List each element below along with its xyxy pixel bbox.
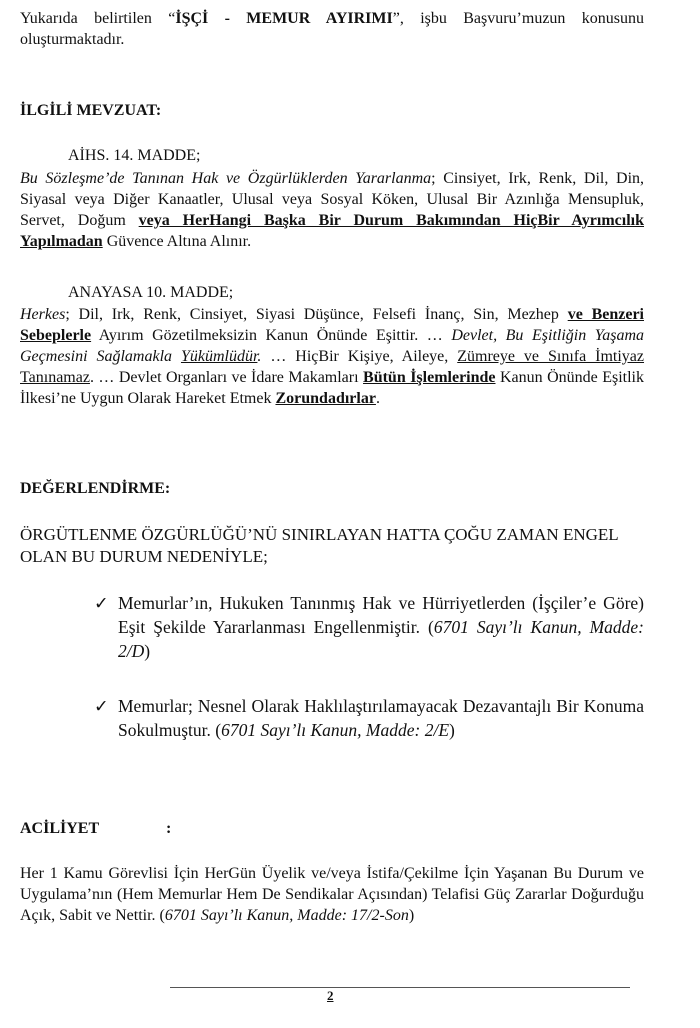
aihs-text-1: ; Cinsiyet, Irk, Renk, Dil, Din, Siyasal veya Diğer Kanaatler, Ulusal veya Sosyal Köken, Ulusal Bir Azınlığa Mensupluk, Servet, Doğum bbox=[20, 170, 645, 229]
intro-text-2: ”, işbu Başvuru’muzun konusunu oluşturmaktadır. bbox=[20, 10, 645, 48]
aciliyet-reference: 6701 Sayı’lı Kanun, Madde: 17/2-Son bbox=[164, 907, 409, 924]
anayasa-text-6: . bbox=[375, 390, 380, 407]
aihs-text-2: Güvence Altına Alınır. bbox=[102, 233, 252, 250]
bullet-item bbox=[20, 694, 644, 742]
aciliyet-label: ACİLİYET bbox=[20, 820, 100, 837]
anayasa-italic-3: . bbox=[257, 348, 262, 365]
checkmark-icon: ✓ bbox=[94, 593, 109, 613]
anayasa-text-4: . … Devlet Organları ve İdare Makamları bbox=[89, 369, 364, 386]
anayasa-bold-underline-2: Bütün İşlemlerinde bbox=[363, 369, 496, 386]
mevzuat-heading: İLGİLİ MEVZUAT: bbox=[20, 102, 162, 119]
bullet-item bbox=[20, 591, 644, 663]
aciliyet-heading bbox=[20, 818, 172, 839]
aihs-italic: Bu Sözleşme’de Tanınan Hak ve Özgürlüklerden Yararlanma bbox=[20, 170, 432, 187]
aihs-title: AİHS. 14. MADDE; bbox=[68, 147, 201, 164]
anayasa-title: ANAYASA 10. MADDE; bbox=[68, 284, 234, 301]
degerlendirme-heading: DEĞERLENDİRME: bbox=[20, 480, 171, 497]
aihs-bold-underline: veya HerHangi Başka Bir Durum Bakımından HiçBir Ayrımcılık Yapılmadan bbox=[20, 212, 645, 250]
intro-text-1: Yukarıda belirtilen “ bbox=[20, 10, 176, 27]
aciliyet-text: Her 1 Kamu Görevlisi İçin HerGün Üyelik ve/veya İstifa/Çekilme İçin Yaşanan Bu Durum ve Uygulama’nın (Hem Memurlar Hem De Sendikalar Açısından) Telafisi Güç Zararlar Doğurduğu Açık, Sabit ve Nettir. ( bbox=[20, 865, 644, 924]
intro-bold-subject: İŞÇİ - MEMUR AYIRIMI bbox=[175, 10, 393, 27]
aciliyet-colon: : bbox=[166, 820, 172, 837]
checkmark-icon: ✓ bbox=[94, 696, 109, 716]
aciliyet-end: ) bbox=[408, 907, 415, 924]
anayasa-bold-underline-3: Zorundadırlar bbox=[275, 390, 376, 407]
anayasa-text-3: … HiçBir Kişiye, Aileye, bbox=[261, 348, 458, 365]
page-number: 2 bbox=[327, 988, 334, 1003]
anayasa-text-2: Ayırım Gözetilmeksizin Kanun Önünde Eşittir. … bbox=[91, 327, 452, 344]
anayasa-italic-underline: Yükümlüdür bbox=[180, 348, 258, 365]
anayasa-underline: Zümreye ve Sınıfa İmtiyaz Tanınamaz bbox=[20, 348, 645, 386]
anayasa-paragraph bbox=[20, 304, 644, 409]
bullet-reference: 6701 Sayı’lı Kanun, Madde: 2/E bbox=[221, 720, 450, 740]
bullet-text: Memurlar; Nesnel Olarak Haklılaştırılamayacak Dezavantajlı Bir Konuma Sokulmuştur. ( bbox=[118, 696, 644, 740]
bullet-end: ) bbox=[144, 641, 151, 661]
bullet-text: Memurlar’ın, Hukuken Tanınmış Hak ve Hürriyetlerden (İşçiler’e Göre) Eşit Şekilde Yararlanması Engellenmiştir. ( bbox=[118, 593, 644, 637]
intro-paragraph bbox=[20, 8, 644, 50]
anayasa-italic-2: Devlet, Bu Eşitliğin Yaşama Geçmesini Sağlamakla bbox=[20, 327, 645, 365]
anayasa-bold-underline-1: ve Benzeri Sebeplerle bbox=[20, 306, 644, 344]
aciliyet-paragraph bbox=[20, 863, 644, 926]
degerlendirme-lead: ÖRGÜTLENME ÖZGÜRLÜĞÜ’NÜ SINIRLAYAN HATTA ÇOĞU ZAMAN ENGEL OLAN BU DURUM NEDENİYLE; bbox=[20, 525, 619, 566]
footer-divider bbox=[170, 987, 630, 988]
aihs-paragraph bbox=[20, 168, 644, 252]
anayasa-text-1: ; Dil, Irk, Renk, Cinsiyet, Siyasi Düşünce, Felsefi İnanç, Sin, Mezhep bbox=[65, 306, 568, 323]
bullet-end: ) bbox=[449, 720, 455, 740]
anayasa-italic-1: Herkes bbox=[20, 306, 66, 323]
bullet-reference: 6701 Sayı’lı Kanun, Madde: 2/D bbox=[118, 617, 644, 661]
anayasa-text-5: Kanun Önünde Eşitlik İlkesi’ne Uygun Olarak Hareket Etmek bbox=[20, 369, 645, 407]
